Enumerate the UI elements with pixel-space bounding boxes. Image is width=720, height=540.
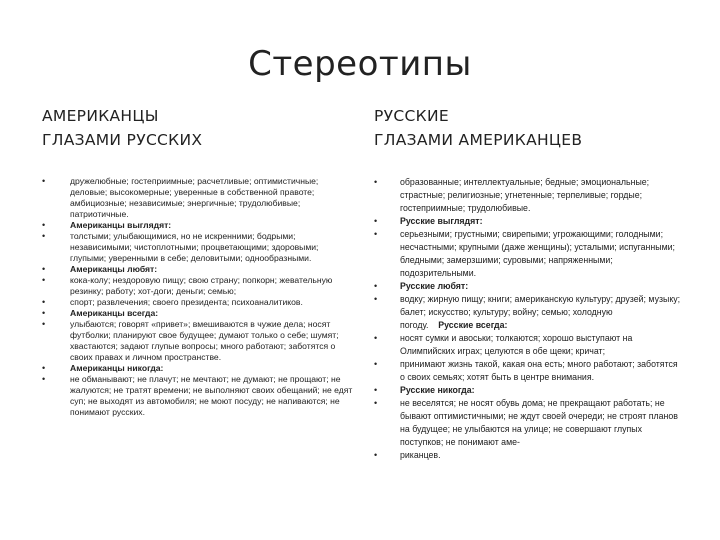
left-heading-line-1: АМЕРИКАНЦЫ <box>42 107 159 125</box>
item-label: Американцы любят: <box>70 264 158 274</box>
list-item <box>42 231 354 264</box>
list-item <box>374 397 684 449</box>
bullet-icon: • <box>374 281 378 291</box>
bullet-icon: • <box>42 231 46 241</box>
left-column <box>42 104 354 418</box>
list-item <box>374 228 684 280</box>
list-item <box>374 449 684 462</box>
item-label: Американцы выглядят: <box>70 220 172 230</box>
item-text: водку; жирную пищу; книги; американскую культуру; друзей; музыку; балет; искусство; культуру; войну; семью; холодную погоду. <box>400 294 681 330</box>
item-text: не веселятся; не носят обувь дома; не прекращают работать; не бывают оптимистичными; не ждут своей очереди; не строят планов на будущее; не улыбаются на улице; не совершают глупых поступков; не понимают аме- <box>400 398 678 447</box>
list-item <box>42 363 354 374</box>
left-heading-line-2: ГЛАЗАМИ РУССКИХ <box>42 131 203 149</box>
item-text: толстыми; улыбающимися, но не искренними; бодрыми; независимыми; чистоплотными; процветающими; здоровыми; глупыми; уверенными в себе; деловитыми; однообразными. <box>70 231 319 263</box>
item-text: не обманывают; не плачут; не мечтают; не думают; не прощают; не жалуются; не тратят времени; не выполняют своих обещаний; не едят суп; не выходят из автомобиля; не моют посуду; не напиваются; не понимают русских. <box>70 374 353 417</box>
list-item <box>42 264 354 275</box>
left-list <box>42 176 354 418</box>
right-heading <box>374 104 684 152</box>
bullet-icon: • <box>42 308 46 318</box>
list-item <box>42 308 354 319</box>
bullet-icon: • <box>42 363 46 373</box>
bullet-icon: • <box>374 398 378 408</box>
list-item <box>42 319 354 363</box>
bullet-icon: • <box>42 264 46 274</box>
bullet-icon: • <box>42 319 46 329</box>
list-item <box>42 220 354 231</box>
list-item <box>374 384 684 397</box>
item-text: дружелюбные; гостеприимные; расчетливые; оптимистичные; деловые; высокомерные; уверенные в собственной правоте; амбициозные; независимые; энергичные; трудолюбивые; патриотичные. <box>70 176 319 219</box>
slide-title: Стереотипы <box>248 44 472 84</box>
bullet-icon: • <box>374 216 378 226</box>
bullet-icon: • <box>374 333 378 343</box>
item-text: серьезными; грустными; свирепыми; угрожающими; голодными; несчастными; крупными (даже женщины); усталыми; испуганными; бледными; замерзшими; суровыми; напряженными; подозрительными. <box>400 229 675 278</box>
bullet-icon: • <box>374 177 378 187</box>
item-text: улыбаются; говорят «привет»; вмешиваются в чужие дела; носят футболки; планируют свое будущее; думают только о себе; шумят; хвастаются; задают глупые вопросы; много работают; заботятся о своих правах и личном пространстве. <box>70 319 339 362</box>
item-label: Русские любят: <box>400 281 469 291</box>
list-item <box>42 297 354 308</box>
right-heading-line-1: РУССКИЕ <box>374 107 449 125</box>
bullet-icon: • <box>42 374 46 384</box>
bullet-icon: • <box>42 275 46 285</box>
bullet-icon: • <box>374 359 378 369</box>
item-label: Американцы всегда: <box>70 308 159 318</box>
item-text: спорт; развлечения; своего президента; психоаналитиков. <box>70 297 303 307</box>
list-item <box>374 332 684 358</box>
item-text: кока-колу; нездоровую пищу; свою страну; попкорн; жевательную резинку; работу; хот-доги; деньги; семью; <box>70 275 333 296</box>
left-heading <box>42 104 354 152</box>
bullet-icon: • <box>374 385 378 395</box>
list-item <box>42 275 354 297</box>
bullet-icon: • <box>42 220 46 230</box>
list-item <box>374 293 684 332</box>
item-text: образованные; интеллектуальные; бедные; эмоциональные; страстные; религиозные; угнетенные; терпеливые; гордые; гостеприимные; трудолюбивые. <box>400 177 650 213</box>
list-item <box>374 280 684 293</box>
list-item <box>374 358 684 384</box>
bullet-icon: • <box>374 229 378 239</box>
bullet-icon: • <box>42 176 46 186</box>
right-list <box>374 176 684 462</box>
right-heading-line-2: ГЛАЗАМИ АМЕРИКАНЦЕВ <box>374 131 583 149</box>
list-item <box>374 176 684 215</box>
item-label: Русские никогда: <box>400 385 475 395</box>
list-item <box>42 374 354 418</box>
item-text: риканцев. <box>400 450 441 460</box>
item-label: Американцы никогда: <box>70 363 164 373</box>
item-text: принимают жизнь такой, какая она есть; много работают; заботятся о своих семьях; хотят быть в центре внимания. <box>400 359 678 382</box>
bullet-icon: • <box>374 294 378 304</box>
item-label: Русские выглядят: <box>400 216 483 226</box>
bullet-icon: • <box>374 450 378 460</box>
list-item <box>374 215 684 228</box>
bullet-icon: • <box>42 297 46 307</box>
right-column <box>374 104 684 462</box>
list-item <box>42 176 354 220</box>
item-text: носят сумки и авоськи; толкаются; хорошо выступают на Олимпийских играх; целуются в обе щеки; кричат; <box>400 333 633 356</box>
item-label: Русские всегда: <box>438 320 508 330</box>
